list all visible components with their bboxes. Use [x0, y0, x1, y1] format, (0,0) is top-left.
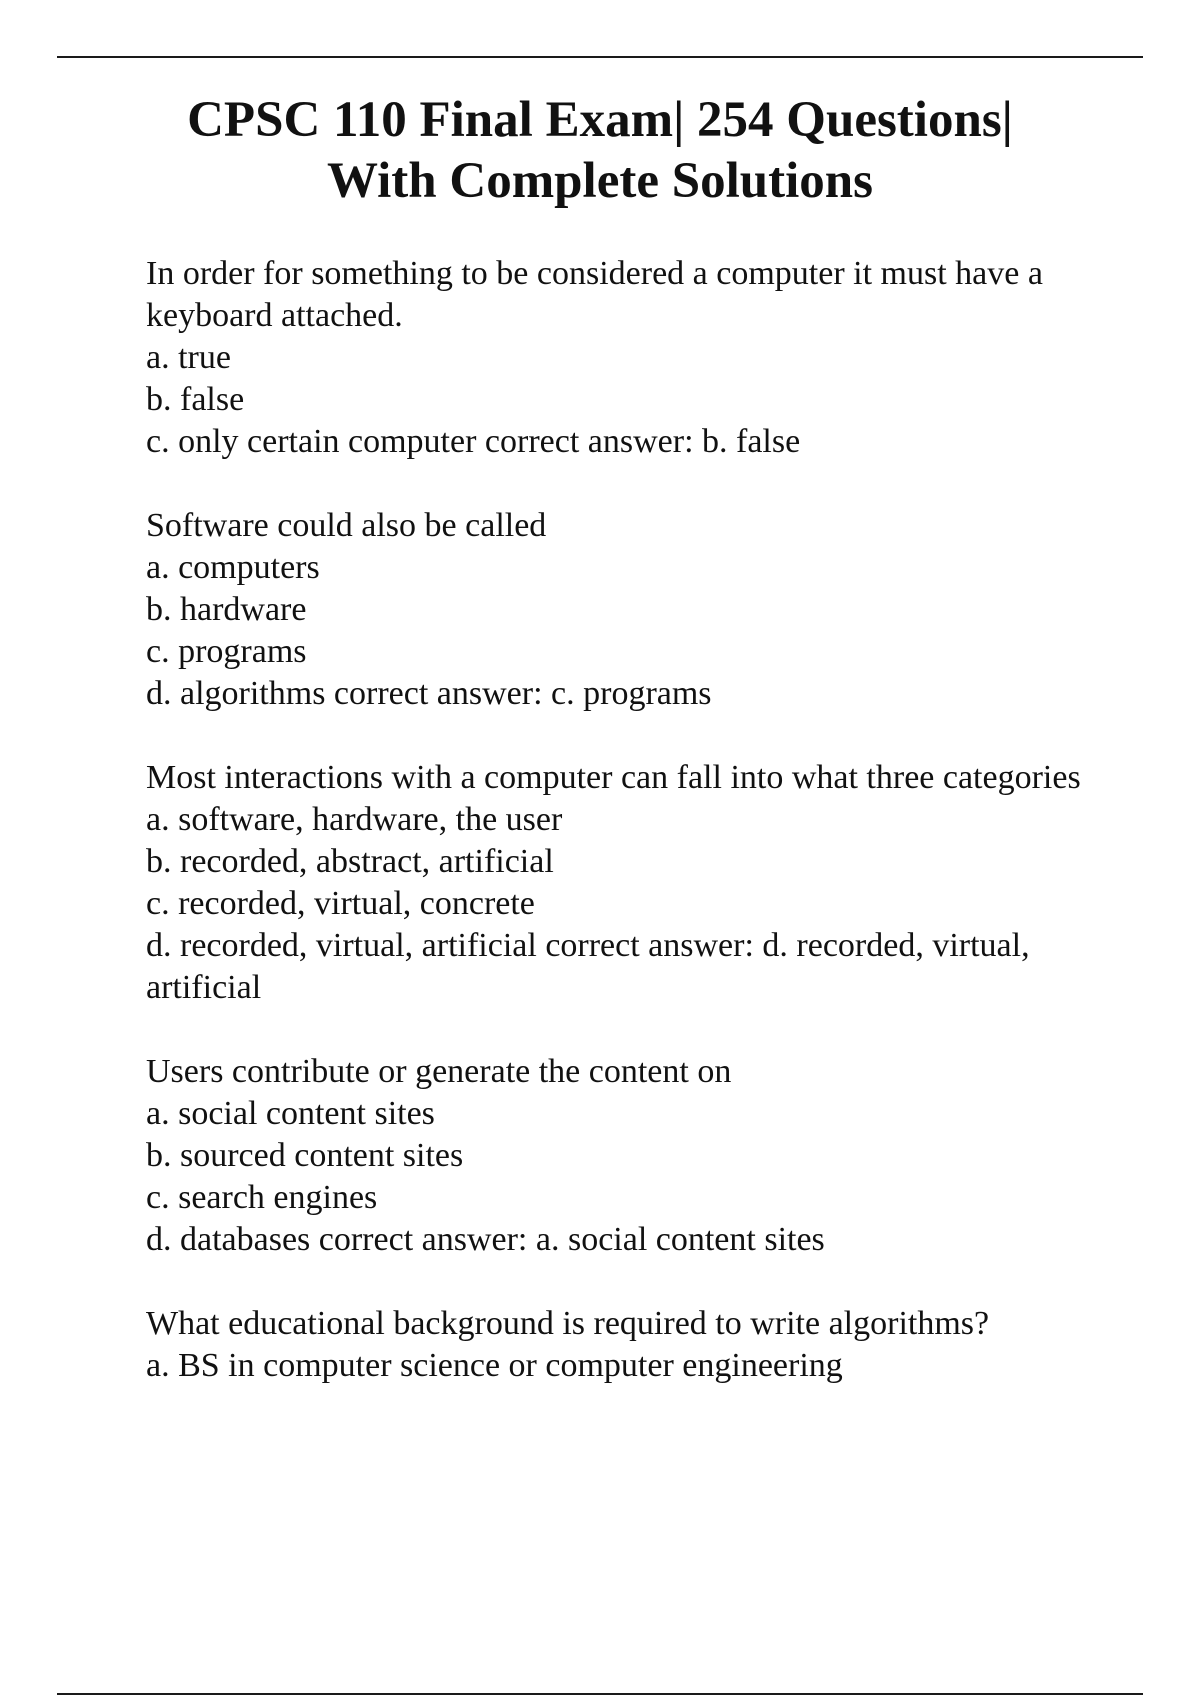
footer-rule: [57, 1693, 1143, 1695]
answer-option: a. social content sites: [146, 1095, 435, 1132]
question-block-5: [146, 1303, 1106, 1387]
question-prompt: In order for something to be considered a computer it must have a keyboard attached.: [146, 255, 1043, 334]
question-prompt: What educational background is required to write algorithms?: [146, 1305, 990, 1342]
answer-option: c. only certain computer correct answer: b. false: [146, 423, 801, 460]
answer-option: d. algorithms correct answer: c. programs: [146, 675, 712, 712]
answer-option: a. computers: [146, 549, 320, 586]
question-prompt: Software could also be called: [146, 507, 547, 544]
question-block-2: [146, 505, 1106, 715]
answer-option: b. hardware: [146, 591, 307, 628]
question-prompt: Most interactions with a computer can fall into what three categories: [146, 759, 1081, 796]
answer-option: a. software, hardware, the user: [146, 801, 563, 838]
answer-option: b. sourced content sites: [146, 1137, 464, 1174]
answer-option: c. programs: [146, 633, 307, 670]
answer-option: a. BS in computer science or computer engineering: [146, 1347, 843, 1384]
answer-option: b. recorded, abstract, artificial: [146, 843, 554, 880]
header-rule: [57, 56, 1143, 58]
question-block-4: [146, 1051, 1106, 1261]
answer-option: c. recorded, virtual, concrete: [146, 885, 535, 922]
answer-option: b. false: [146, 381, 245, 418]
answer-option: c. search engines: [146, 1179, 378, 1216]
question-list: [146, 253, 1106, 1429]
document-title: [60, 90, 1140, 212]
answer-option: a. true: [146, 339, 231, 376]
answer-option: d. databases correct answer: a. social content sites: [146, 1221, 825, 1258]
question-block-3: [146, 757, 1106, 1009]
question-block-1: [146, 253, 1106, 463]
title-line-2: With Complete Solutions: [327, 153, 873, 209]
question-prompt: Users contribute or generate the content on: [146, 1053, 732, 1090]
title-line-1: CPSC 110 Final Exam| 254 Questions|: [187, 92, 1013, 148]
answer-option: d. recorded, virtual, artificial correct answer: d. recorded, virtual, artificial: [146, 927, 1030, 1006]
